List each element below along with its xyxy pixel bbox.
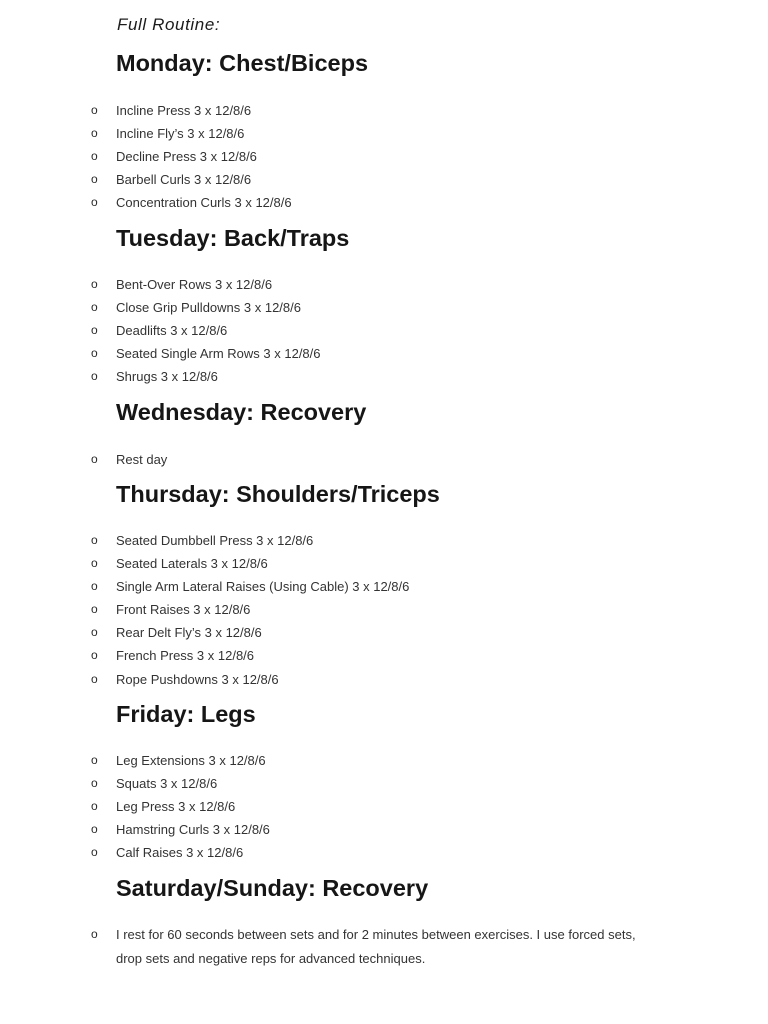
- exercise-text: Single Arm Lateral Raises (Using Cable) 3 x 12/8/6: [116, 579, 410, 595]
- list-item: [0, 841, 270, 864]
- exercise-text: Shrugs 3 x 12/8/6: [116, 369, 218, 385]
- bullet-icon: o: [91, 172, 98, 187]
- exercise-list-monday: [0, 99, 292, 214]
- exercise-text: Close Grip Pulldowns 3 x 12/8/6: [116, 300, 301, 316]
- exercise-text: Calf Raises 3 x 12/8/6: [116, 845, 244, 861]
- exercise-text: Incline Fly’s 3 x 12/8/6: [116, 126, 245, 142]
- bullet-icon: o: [91, 346, 98, 361]
- bullet-icon: o: [91, 533, 98, 547]
- bullet-icon: o: [91, 103, 98, 117]
- exercise-text: French Press 3 x 12/8/6: [116, 648, 255, 664]
- bullet-icon: o: [91, 300, 98, 315]
- bullet-icon: o: [91, 799, 98, 814]
- list-item: [0, 365, 321, 388]
- day-heading-friday: Friday: Legs: [116, 701, 256, 727]
- list-item: [0, 145, 292, 168]
- list-item: [0, 668, 409, 691]
- rest-note-text: I rest for 60 seconds between sets and for 2 minutes between exercises. I use forced sets, drop sets and negative reps for advanced techniques.: [116, 927, 636, 966]
- list-item: [0, 575, 409, 598]
- list-item: [0, 122, 292, 145]
- day-heading-weekend: Saturday/Sunday: Recovery: [116, 875, 429, 901]
- exercise-text: Leg Extensions 3 x 12/8/6: [116, 753, 266, 768]
- list-item: [0, 529, 409, 552]
- bullet-icon: o: [91, 753, 98, 767]
- bullet-icon: o: [91, 195, 98, 210]
- exercise-text: Incline Press 3 x 12/8/6: [116, 103, 252, 118]
- list-item: [0, 342, 321, 365]
- bullet-icon: o: [91, 602, 98, 617]
- exercise-text: Concentration Curls 3 x 12/8/6: [116, 195, 292, 211]
- bullet-icon: o: [91, 149, 98, 164]
- list-item: [0, 749, 270, 772]
- list-item: [0, 795, 270, 818]
- exercise-text: Hamstring Curls 3 x 12/8/6: [116, 822, 270, 838]
- day-heading-monday: Monday: Chest/Biceps: [116, 50, 369, 76]
- bullet-icon: o: [91, 648, 98, 663]
- exercise-text: Seated Single Arm Rows 3 x 12/8/6: [116, 346, 321, 362]
- bullet-icon: o: [91, 556, 98, 571]
- bullet-icon: o: [91, 126, 98, 141]
- bullet-icon: o: [91, 369, 98, 384]
- bullet-icon: o: [91, 927, 98, 941]
- exercise-text: Deadlifts 3 x 12/8/6: [116, 323, 228, 339]
- rest-note: [0, 923, 636, 970]
- list-item: [0, 818, 270, 841]
- list-item: [0, 296, 321, 319]
- exercise-text: Barbell Curls 3 x 12/8/6: [116, 172, 252, 188]
- bullet-icon: o: [91, 625, 98, 640]
- bullet-icon: o: [91, 845, 98, 860]
- exercise-text: Front Raises 3 x 12/8/6: [116, 602, 251, 618]
- list-item: [0, 191, 292, 214]
- exercise-text: Decline Press 3 x 12/8/6: [116, 149, 257, 165]
- exercise-list-wednesday: [0, 448, 167, 471]
- exercise-list-tuesday: [0, 273, 321, 388]
- bullet-icon: o: [91, 579, 98, 594]
- exercise-list-thursday: [0, 529, 409, 691]
- list-item: [0, 552, 409, 575]
- day-heading-tuesday: Tuesday: Back/Traps: [116, 225, 350, 251]
- bullet-icon: o: [91, 277, 98, 291]
- bullet-icon: o: [91, 323, 98, 338]
- list-item: [0, 448, 167, 471]
- list-item: [0, 644, 409, 667]
- bullet-icon: o: [91, 671, 98, 686]
- list-item: [0, 319, 321, 342]
- exercise-text: Squats 3 x 12/8/6: [116, 776, 218, 792]
- bullet-icon: o: [91, 452, 98, 466]
- list-item: [0, 772, 270, 795]
- list-item: [0, 621, 409, 644]
- list-item: [0, 99, 292, 122]
- exercise-text: Seated Laterals 3 x 12/8/6: [116, 556, 268, 572]
- exercise-list-friday: [0, 749, 270, 864]
- day-heading-wednesday: Wednesday: Recovery: [116, 399, 367, 425]
- exercise-text: Seated Dumbbell Press 3 x 12/8/6: [116, 533, 314, 548]
- bullet-icon: o: [91, 776, 98, 791]
- exercise-text: Rear Delt Fly’s 3 x 12/8/6: [116, 625, 262, 641]
- exercise-text: Leg Press 3 x 12/8/6: [116, 799, 236, 815]
- exercise-text: Bent-Over Rows 3 x 12/8/6: [116, 277, 273, 292]
- intro-label: Full Routine:: [117, 15, 221, 34]
- list-item: [0, 168, 292, 191]
- day-heading-thursday: Thursday: Shoulders/Triceps: [116, 481, 440, 507]
- list-item: [0, 598, 409, 621]
- exercise-text: Rope Pushdowns 3 x 12/8/6: [116, 671, 279, 687]
- bullet-icon: o: [91, 822, 98, 837]
- exercise-text: Rest day: [116, 452, 168, 467]
- note-list: [0, 923, 636, 970]
- list-item: [0, 273, 321, 296]
